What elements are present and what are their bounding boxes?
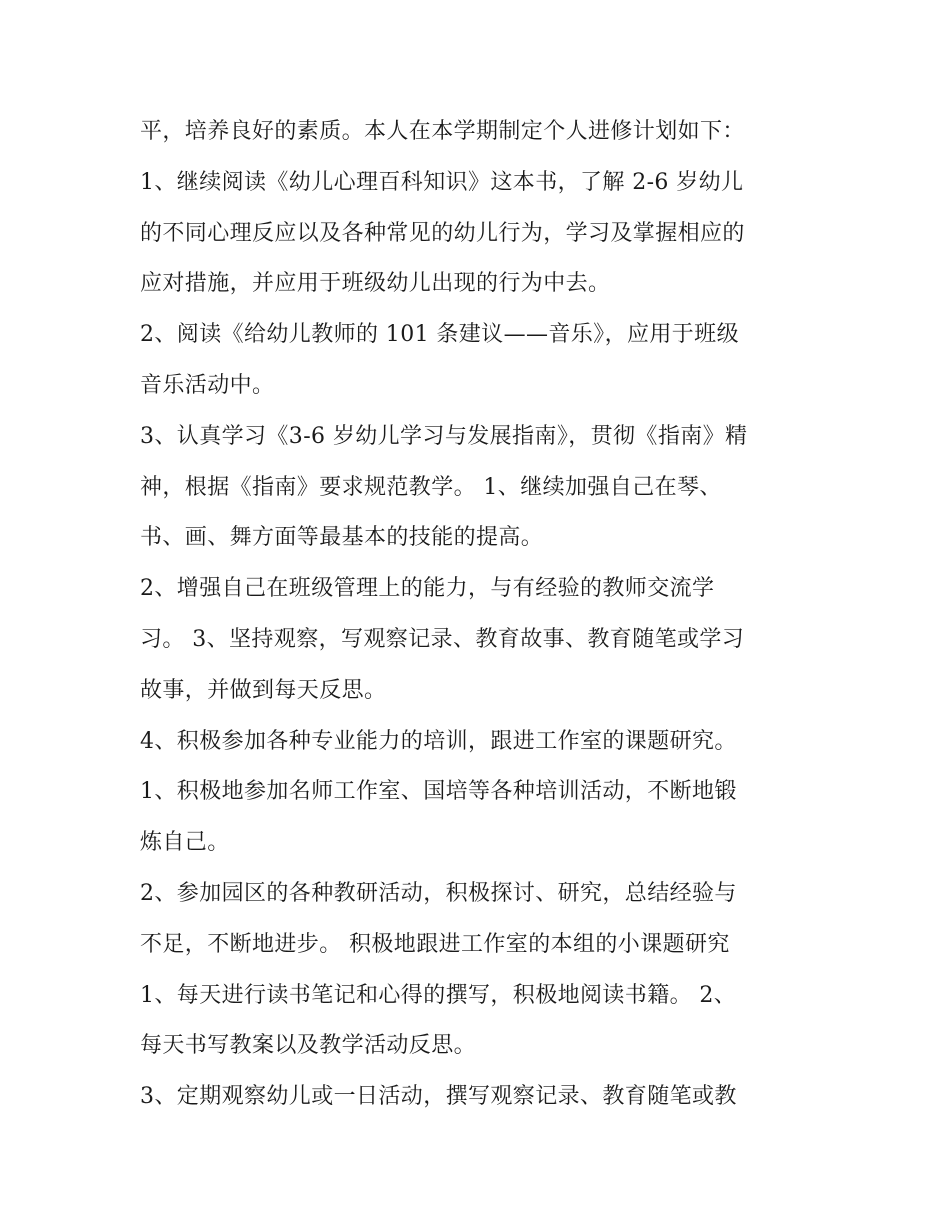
- text-line: 1、继续阅读《幼儿心理百科知识》这本书，了解 2-6 岁幼儿: [140, 169, 744, 195]
- text-line: 1、每天进行读书笔记和心得的撰写，积极地阅读书籍。 2、: [140, 982, 737, 1008]
- text-line: 4、积极参加各种专业能力的培训，跟进工作室的课题研究。: [140, 728, 737, 754]
- text-line: 每天书写教案以及教学活动反思。: [140, 1033, 477, 1059]
- text-line: 应对措施，并应用于班级幼儿出现的行为中去。: [140, 271, 611, 297]
- text-line: 2、阅读《给幼儿教师的 101 条建议——音乐》，应用于班级: [140, 322, 739, 348]
- text-line: 习。 3、坚持观察，写观察记录、教育故事、教育随笔或学习: [140, 626, 745, 652]
- text-line: 平，培养良好的素质。本人在本学期制定个人进修计划如下：: [140, 119, 745, 144]
- text-line: 炼自己。: [140, 830, 230, 856]
- text-line: 书、画、舞方面等最基本的技能的提高。: [140, 525, 544, 551]
- text-line: 2、参加园区的各种教研活动，积极探讨、研究，总结经验与: [140, 880, 737, 906]
- text-line: 的不同心理反应以及各种常见的幼儿行为，学习及掌握相应的: [140, 220, 745, 246]
- text-line: 神，根据《指南》要求规范教学。 1、继续加强自己在琴、: [140, 474, 722, 500]
- text-line: 音乐活动中。: [140, 372, 275, 398]
- text-line: 3、认真学习《3-6 岁幼儿学习与发展指南》，贯彻《指南》精: [140, 423, 748, 449]
- text-line: 2、增强自己在班级管理上的能力，与有经验的教师交流学: [140, 576, 715, 602]
- text-line: 故事，并做到每天反思。: [140, 677, 387, 703]
- text-line: 3、定期观察幼儿或一日活动，撰写观察记录、教育随笔或教: [140, 1084, 737, 1110]
- body-text: [140, 107, 830, 1123]
- text-line: 不足，不断地进步。 积极地跟进工作室的本组的小课题研究: [140, 931, 730, 957]
- text-line: 1、积极地参加名师工作室、国培等各种培训活动，不断地锻: [140, 779, 737, 805]
